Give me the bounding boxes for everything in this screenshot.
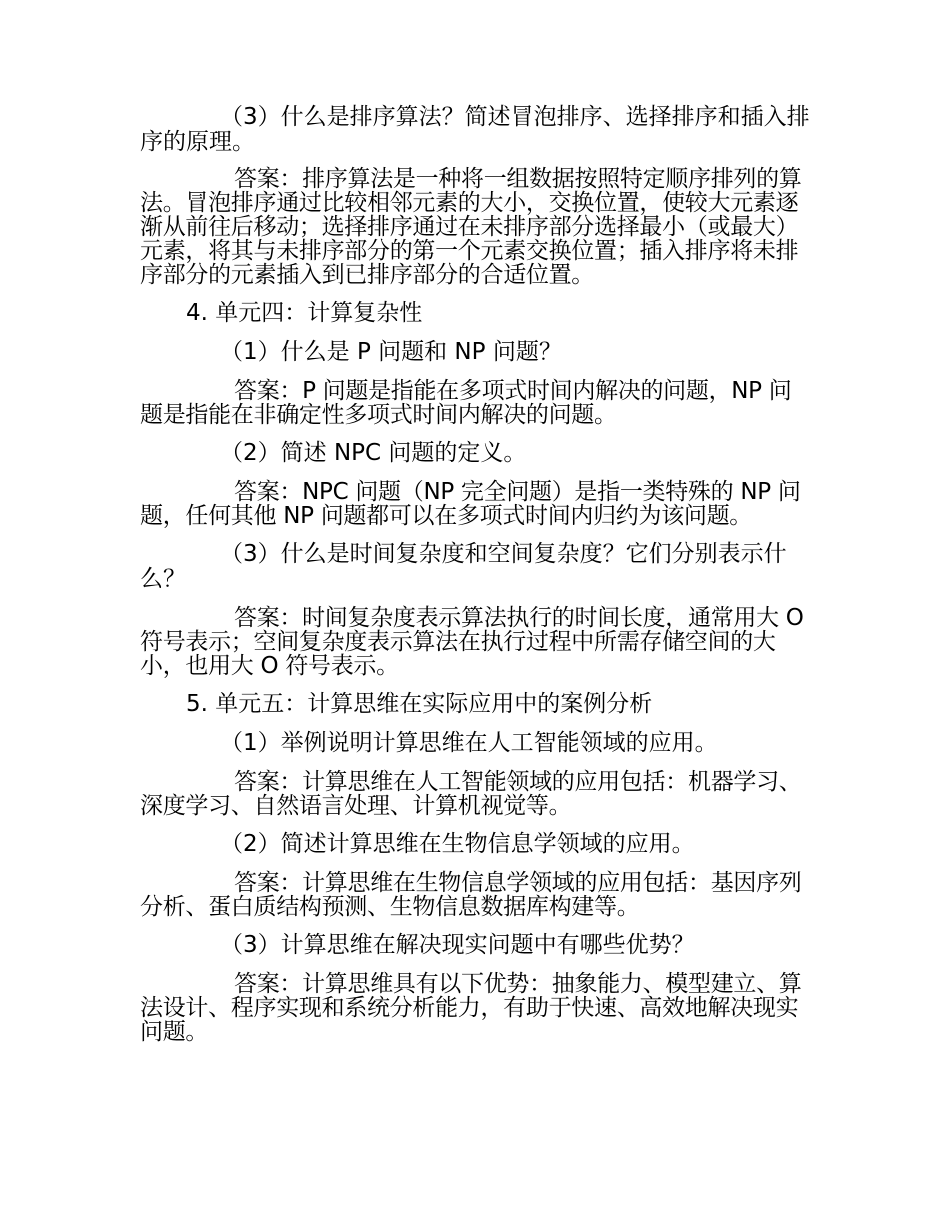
question-bioinformatics: （2）简述计算思维在生物信息学领域的应用。 bbox=[220, 831, 695, 857]
document-page bbox=[140, 105, 812, 1044]
answer-ai: 答案：计算思维在人工智能领域的应用包括：机器学习、深度学习、自然语言处理、计算机视觉等。 bbox=[140, 769, 802, 819]
question-advantages: （3）计算思维在解决现实问题中有哪些优势？ bbox=[220, 932, 695, 958]
question-npc: （2）简述 NPC 问题的定义。 bbox=[220, 440, 527, 466]
section-heading-unit-5: 5. 单元五：计算思维在实际应用中的案例分析 bbox=[186, 691, 653, 717]
question-sorting: （3）什么是排序算法？简述冒泡排序、选择排序和插入排序的原理。 bbox=[140, 104, 810, 155]
answer-complexity: 答案：时间复杂度表示算法执行的时间长度，通常用大 O 符号表示；空间复杂度表示算法在执行过程中所需存储空间的大小，也用大 O 符号表示。 bbox=[140, 605, 804, 679]
answer-npc: 答案：NPC 问题（NP 完全问题）是指一类特殊的 NP 问题，任何其他 NP 问题都可以在多项式时间内归约为该问题。 bbox=[140, 479, 801, 529]
answer-sorting: 答案：排序算法是一种将一组数据按照特定顺序排列的算法。冒泡排序通过比较相邻元素的大小，交换位置，使较大元素逐渐从前往后移动；选择排序通过在未排序部分选择最小（或最大）元素，将其与未排序部分的第一个元素交换位置；插入排序将未排序部分的元素插入到已排序部分的合适位置。 bbox=[140, 166, 802, 288]
answer-advantages: 答案：计算思维具有以下优势：抽象能力、模型建立、算法设计、程序实现和系统分析能力，有助于快速、高效地解决现实问题。 bbox=[140, 971, 802, 1045]
question-complexity: （3）什么是时间复杂度和空间复杂度？它们分别表示什么？ bbox=[140, 541, 787, 592]
answer-p-np: 答案：P 问题是指能在多项式时间内解决的问题，NP 问题是指能在非确定性多项式时间内解决的问题。 bbox=[140, 378, 792, 428]
question-p-np: （1）什么是 P 问题和 NP 问题？ bbox=[220, 339, 562, 365]
section-heading-unit-4: 4. 单元四：计算复杂性 bbox=[186, 300, 423, 326]
answer-bioinformatics: 答案：计算思维在生物信息学领域的应用包括：基因序列分析、蛋白质结构预测、生物信息数据库构建等。 bbox=[140, 870, 802, 920]
question-ai: （1）举例说明计算思维在人工智能领域的应用。 bbox=[220, 730, 718, 756]
